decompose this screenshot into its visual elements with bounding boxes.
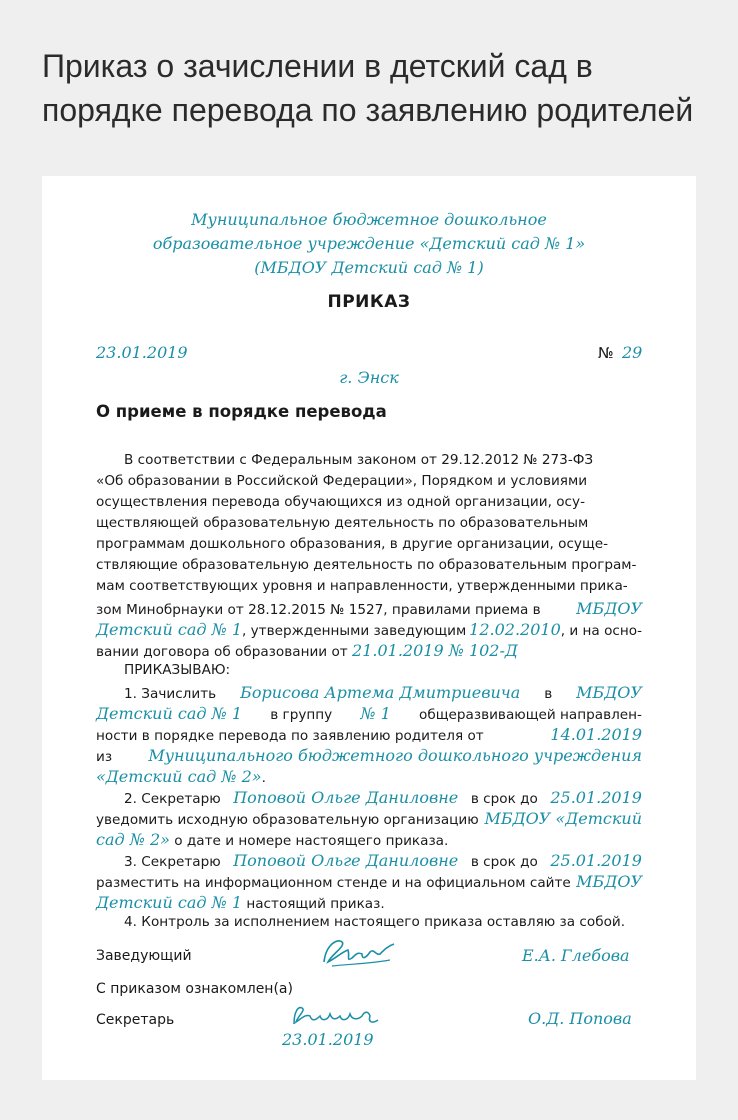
item-3-line: 3. Секретарю Поповой Ольге Даниловне в срок до 25.01.2019: [124, 851, 642, 870]
order-document: [42, 176, 696, 1080]
order-number: 29: [622, 343, 643, 362]
head-name: Е.А. Глебова: [522, 946, 630, 965]
order-word: ПРИКАЗЫВАЮ:: [124, 662, 231, 678]
order-date: 23.01.2019: [96, 343, 188, 362]
order-number-label: №: [598, 344, 614, 362]
body-line: «Об образовании в Российской Федерации», Порядком и условиями: [96, 473, 588, 489]
head-signature: [318, 934, 398, 974]
body-line: мам соответствующих уровня и направленности, утвержденными прика-: [96, 578, 628, 594]
item-3-line: Детский сад № 1 настоящий приказ.: [96, 893, 385, 912]
secretary-signature: [288, 1002, 384, 1032]
body-line: ществляющей образовательную деятельность по образовательным: [96, 515, 589, 531]
page-title: Приказ о зачислении в детский сад в порядке перевода по заявлению родителей: [42, 48, 694, 128]
body-line: ствляющие образовательную деятельность по образовательным програм-: [96, 557, 637, 573]
item-1-line: ности в порядке перевода по заявлению родителя от 14.01.2019: [96, 725, 642, 744]
item-1-line: «Детский сад № 2» .: [96, 767, 266, 786]
org-name-line-1: Муниципальное бюджетное дошкольное: [191, 210, 547, 229]
head-label: Заведующий: [96, 948, 192, 964]
body-line: программам дошкольного образования, в другие организации, осуще-: [96, 536, 609, 552]
secretary-acknowledgement-date: 23.01.2019: [282, 1030, 374, 1049]
item-1-line: Детский сад № 1 в группу № 1 общеразвивающей направлен-: [96, 704, 642, 723]
secretary-label: Секретарь: [96, 1012, 175, 1028]
body-line: Детский сад № 1, утвержденными заведующим 12.02.2010, и на осно-: [96, 620, 642, 639]
item-4-line: 4. Контроль за исполнением настоящего приказа оставляю за собой.: [124, 914, 626, 930]
org-name-line-2: образовательное учреждение «Детский сад № 1»: [152, 234, 586, 253]
document-heading: ПРИКАЗ: [327, 292, 411, 312]
item-1-line: из Муниципального бюджетного дошкольного учреждения: [96, 746, 642, 765]
item-3-line: разместить на информационном стенде и на официальном сайте МБДОУ: [96, 872, 642, 891]
order-city: г. Энск: [339, 368, 399, 387]
item-2-line: сад № 2» о дате и номере настоящего приказа.: [96, 830, 449, 849]
secretary-name: О.Д. Попова: [528, 1009, 632, 1028]
order-body: [96, 452, 642, 935]
item-2-line: уведомить исходную образовательную организацию МБДОУ «Детский: [96, 809, 642, 828]
acknowledgement-label: С приказом ознакомлен(а): [96, 981, 293, 997]
item-1-line: 1. Зачислить Борисова Артема Дмитриевича в МБДОУ: [124, 683, 642, 702]
body-line: осуществления перевода обучающихся из одной организации, осу-: [96, 494, 585, 510]
body-line: вании договора об образовании от 21.01.2019 № 102-Д: [96, 641, 518, 660]
item-2-line: 2. Секретарю Поповой Ольге Даниловне в срок до 25.01.2019: [124, 788, 642, 807]
org-short-name: (МБДОУ Детский сад № 1): [254, 258, 484, 277]
body-line: зом Минобрнауки от 28.12.2015 № 1527, правилами приема в МБДОУ: [96, 599, 642, 618]
order-subject: О приеме в порядке перевода: [96, 402, 387, 421]
body-line: В соответствии с Федеральным законом от 29.12.2012 № 273-ФЗ: [124, 452, 594, 468]
